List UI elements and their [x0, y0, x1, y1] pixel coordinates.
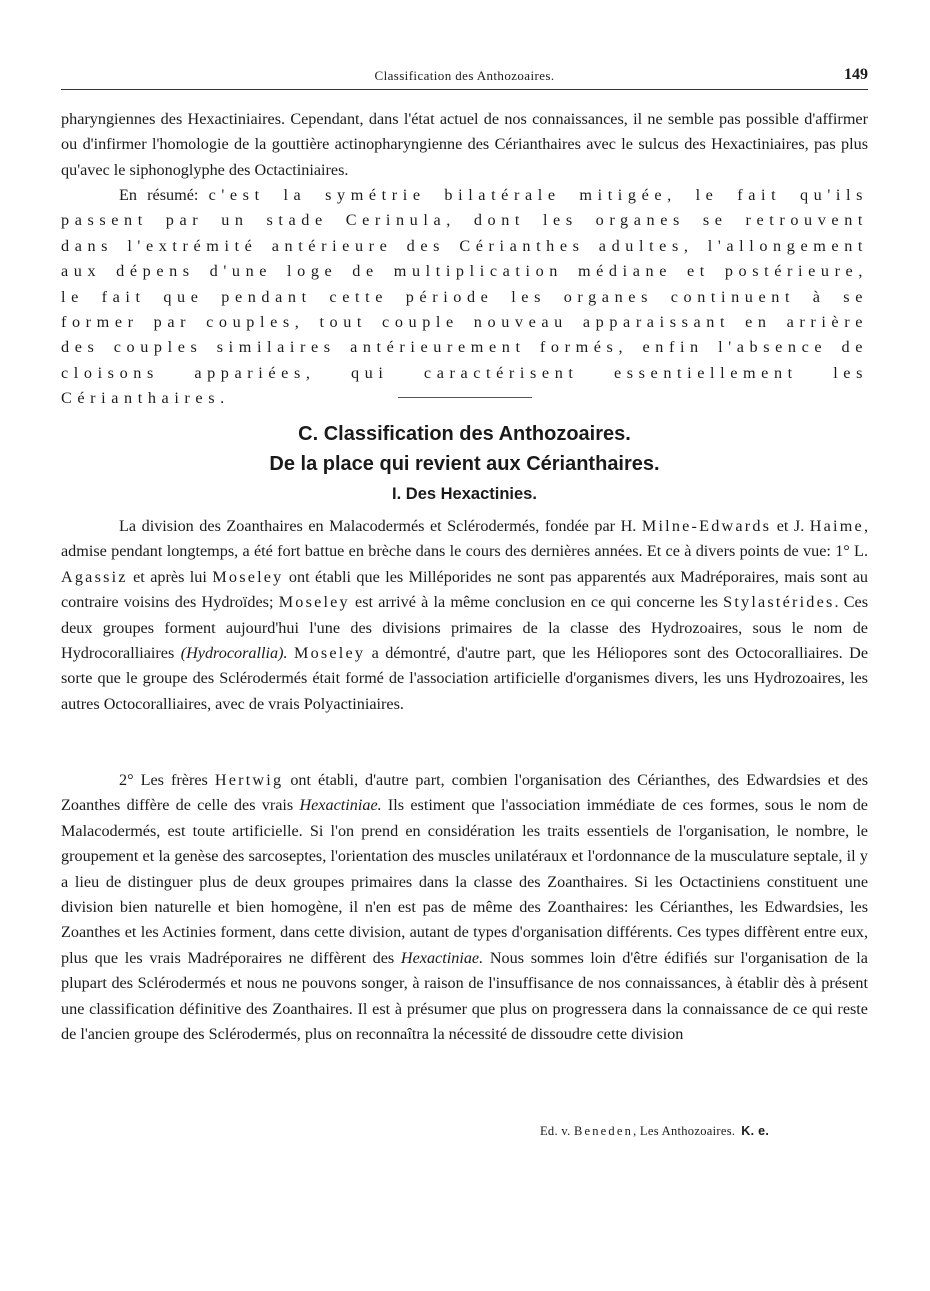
section-subtitle: De la place qui revient aux Cérianthaires. — [269, 453, 660, 475]
footer-prefix: Ed. v. — [540, 1124, 574, 1138]
header-rule — [61, 89, 868, 90]
taxon-italic: Hexactiniae. — [299, 796, 382, 815]
paragraph-division — [61, 514, 868, 717]
taxon-italic: (Hydrocorallia). — [180, 644, 288, 663]
text-run: La division des Zoanthaires en Malacodermés et Sclérodermés, fondée par H. — [119, 517, 642, 535]
text-run: 2° Les frères — [119, 771, 215, 789]
summary-spaced-text: c'est la symétrie bilatérale mitigée, le fait qu'ils passent par un stade Cerinula, dont les organes se retrouvent dans l'extrémité antérieure des Cérianthes adultes, l'allongement aux dépens d'une loge de multiplication médiane et postérieure, le fait que pendant cette période les organes continuent à se former par couples, tout couple nouveau apparaissant en arrière des couples similaires antérieurement formés, enfin l'absence de cloisons appariées, qui caractérisent essentiellement les Cérianthaires. — [61, 186, 868, 408]
text-run: . Ces deux groupes forment aujourd'hui l'une des divisions primaires de la classe des Hydrozoaires, sous le nom de Hydrocoralliaires — [61, 593, 869, 663]
footer-author: Beneden — [573, 1124, 634, 1138]
text-run: ont établi que les Milléporides ne sont pas apparentés aux Madréporaires, mais sont au contraire voisins des Hydroïdes; — [61, 567, 868, 612]
footer-title: , Les Anthozoaires. — [633, 1124, 736, 1138]
taxon-name: Stylastérides — [723, 593, 835, 612]
author-name: Hertwig — [214, 771, 284, 789]
paragraph-continuation: pharyngiennes des Hexactiniaires. Cependant, dans l'état actuel de nos connaissances, il ne semble pas possible d'affirmer ou d'infirmer l'homologie de la gouttière actinopharyngienne des Cérianthaires avec le sulcus des Hexactiniaires, pas plus qu'avec le siphonoglyphe des Octactiniaires. — [61, 110, 868, 179]
author-name: Moseley — [294, 644, 366, 663]
author-name: Haime — [809, 517, 864, 535]
taxon-italic: Hexactiniae. — [400, 948, 484, 967]
text-run: , admise pendant longtemps, a été fort battue en brèche dans le cours des dernières années. Et ce à divers points de vue: 1° L. — [61, 517, 868, 561]
text-run: Nous sommes loin d'être édifiés sur l'organisation de la plupart des Sclérodermés et nous ne pouvons songer, à raison de l'insuffisance de nos connaissances, à établir dès à présent une classification définitive des Zoanthaires. Il est à présumer que plus on progressera dans la connaissance de ce qui reste de l'ancien groupe des Sclérodermés, plus on reconnaîtra la nécessité de dissoudre cette division — [61, 948, 868, 1044]
signature-footer — [540, 1124, 769, 1139]
text-run: Ils estiment que l'association immédiate de ces formes, sous le nom de Malacodermés, est toute artificielle. Si l'on prend en considération les traits essentiels de l'organisation, le nombre, le groupement et la genèse des sarcoseptes, l'orientation des muscles unilatéraux et l'ordonnance de la musculature septale, il y a lieu de distinguer plus de deux groupes primaires dans la classe des Zoanthaires. Si les Octactiniens constituent une division bien naturelle et bien homogène, il n'en est pas de même des Zoanthaires: les Cérianthes, les Edwardsies, les Zoanthes et les Actinies forment, dans cette division, autant de types d'organisation différents. Ces types diffèrent entre eux, plus que les vrais Madréporaires ne diffèrent des — [61, 796, 868, 967]
text-run: a démontré, d'autre part, que les Héliopores sont des Octocoralliaires. De sorte que le groupe des Sclérodermés était formé de l'association artificielle d'organismes divers, les uns Hydrozoaires, les autres Octocoralliaires, avec de vrais Polyactiniaires. — [61, 644, 869, 713]
paragraph-hertwig — [61, 768, 868, 1047]
text-run: ont établi, d'autre part, combien l'organisation des Cérianthes, des Edwardsies et des Zoanthes diffère de celle des vrais — [61, 771, 868, 815]
section-title: C. Classification des Anthozoaires. — [298, 423, 631, 445]
author-name: Agassiz — [61, 567, 128, 586]
author-name: Moseley — [278, 593, 350, 612]
subsection-title: I. Des Hexactinies. — [392, 485, 537, 503]
author-name: Moseley — [212, 567, 284, 586]
section-separator — [398, 397, 532, 398]
text-run: et après lui — [127, 567, 213, 586]
footer-signature: K. e. — [741, 1124, 770, 1138]
running-title: Classification des Anthozoaires. — [374, 68, 555, 83]
author-name: Milne-Edwards — [641, 517, 772, 535]
paragraph-summary — [61, 183, 868, 412]
running-head — [61, 66, 868, 88]
text-run: et J. — [771, 517, 810, 535]
text-run: est arrivé à la même conclusion en ce qui concerne les — [349, 593, 724, 612]
summary-lead: En résumé: — [119, 186, 209, 204]
page-number: 149 — [844, 66, 868, 83]
